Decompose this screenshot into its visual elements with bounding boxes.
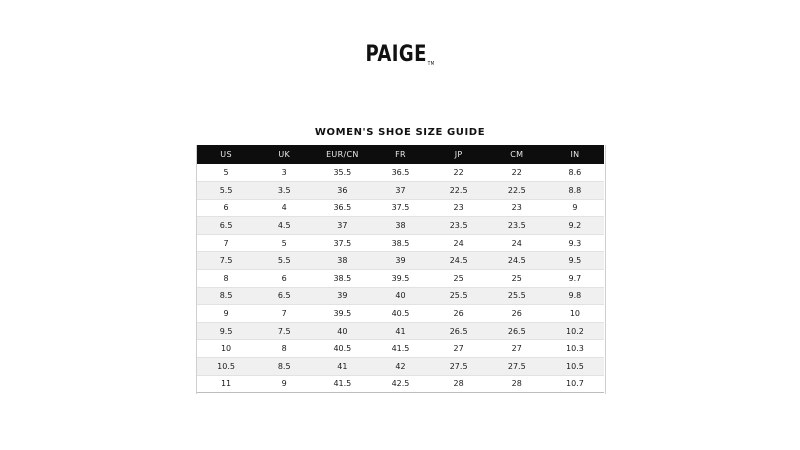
table-row [197, 252, 604, 270]
cell-jp: 26 [430, 305, 488, 323]
cell-jp: 22 [430, 164, 488, 182]
cell-us: 9 [197, 305, 255, 323]
cell-fr: 37 [371, 182, 429, 200]
cell-in: 10.3 [546, 340, 604, 358]
cell-uk: 9 [255, 375, 313, 393]
cell-uk: 3 [255, 164, 313, 182]
shoe-size-table [197, 145, 604, 393]
table-row [197, 217, 604, 235]
brand-logo [72, 42, 728, 67]
cell-fr: 39.5 [371, 270, 429, 288]
cell-in: 9.2 [546, 217, 604, 235]
cell-us: 9.5 [197, 322, 255, 340]
cell-eur-cn: 41.5 [313, 375, 371, 393]
cell-eur-cn: 41 [313, 358, 371, 376]
cell-us: 6 [197, 199, 255, 217]
cell-uk: 3.5 [255, 182, 313, 200]
cell-jp: 25.5 [430, 287, 488, 305]
column-header-fr: FR [395, 150, 406, 159]
cell-eur-cn: 40 [313, 322, 371, 340]
cell-in: 9.5 [546, 252, 604, 270]
table-row [197, 234, 604, 252]
cell-fr: 42 [371, 358, 429, 376]
cell-uk: 5.5 [255, 252, 313, 270]
column-header-cm: CM [510, 150, 524, 159]
table-row [197, 287, 604, 305]
table-row [197, 358, 604, 376]
cell-eur-cn: 37.5 [313, 234, 371, 252]
cell-in: 9 [546, 199, 604, 217]
cell-fr: 40 [371, 287, 429, 305]
cell-us: 7.5 [197, 252, 255, 270]
cell-cm: 27 [488, 340, 546, 358]
cell-eur-cn: 39 [313, 287, 371, 305]
cell-jp: 23 [430, 199, 488, 217]
cell-fr: 40.5 [371, 305, 429, 323]
column-header-in: IN [570, 150, 580, 159]
cell-eur-cn: 36 [313, 182, 371, 200]
cell-uk: 4 [255, 199, 313, 217]
cell-us: 10.5 [197, 358, 255, 376]
cell-jp: 27 [430, 340, 488, 358]
table-row [197, 322, 604, 340]
cell-eur-cn: 35.5 [313, 164, 371, 182]
cell-eur-cn: 38.5 [313, 270, 371, 288]
cell-eur-cn: 40.5 [313, 340, 371, 358]
cell-uk: 8 [255, 340, 313, 358]
cell-fr: 37.5 [371, 199, 429, 217]
size-guide-title: WOMEN'S SHOE SIZE GUIDE [314, 127, 486, 138]
cell-uk: 6 [255, 270, 313, 288]
table-row [197, 270, 604, 288]
cell-in: 10.5 [546, 358, 604, 376]
table-row [197, 305, 604, 323]
column-header-uk: UK [278, 150, 291, 159]
cell-jp: 24 [430, 234, 488, 252]
column-header-us: US [220, 150, 232, 159]
cell-cm: 23.5 [488, 217, 546, 235]
cell-in: 8.6 [546, 164, 604, 182]
cell-cm: 27.5 [488, 358, 546, 376]
cell-uk: 5 [255, 234, 313, 252]
cell-cm: 24 [488, 234, 546, 252]
table-row [197, 182, 604, 200]
cell-fr: 38 [371, 217, 429, 235]
cell-cm: 22 [488, 164, 546, 182]
cell-us: 10 [197, 340, 255, 358]
cell-eur-cn: 39.5 [313, 305, 371, 323]
cell-cm: 24.5 [488, 252, 546, 270]
cell-in: 10.2 [546, 322, 604, 340]
cell-jp: 22.5 [430, 182, 488, 200]
cell-uk: 7 [255, 305, 313, 323]
cell-fr: 36.5 [371, 164, 429, 182]
trademark-mark: TM [427, 61, 435, 67]
cell-uk: 4.5 [255, 217, 313, 235]
cell-fr: 38.5 [371, 234, 429, 252]
cell-uk: 6.5 [255, 287, 313, 305]
cell-in: 10 [546, 305, 604, 323]
cell-cm: 25.5 [488, 287, 546, 305]
cell-uk: 7.5 [255, 322, 313, 340]
cell-us: 11 [197, 375, 255, 393]
cell-jp: 28 [430, 375, 488, 393]
cell-in: 9.3 [546, 234, 604, 252]
cell-cm: 23 [488, 199, 546, 217]
table-header-row [197, 145, 604, 164]
cell-us: 7 [197, 234, 255, 252]
cell-in: 9.8 [546, 287, 604, 305]
cell-fr: 41.5 [371, 340, 429, 358]
cell-cm: 26.5 [488, 322, 546, 340]
cell-eur-cn: 36.5 [313, 199, 371, 217]
cell-us: 8 [197, 270, 255, 288]
cell-in: 10.7 [546, 375, 604, 393]
cell-jp: 23.5 [430, 217, 488, 235]
cell-fr: 42.5 [371, 375, 429, 393]
brand-logo-text: PAIGE [365, 42, 427, 67]
cell-fr: 41 [371, 322, 429, 340]
cell-us: 5 [197, 164, 255, 182]
cell-uk: 8.5 [255, 358, 313, 376]
table-row [197, 199, 604, 217]
cell-jp: 27.5 [430, 358, 488, 376]
cell-jp: 25 [430, 270, 488, 288]
table-body [197, 164, 604, 393]
cell-cm: 26 [488, 305, 546, 323]
column-header-jp: JP [454, 150, 463, 159]
table-row [197, 164, 604, 182]
cell-fr: 39 [371, 252, 429, 270]
column-header-eur-cn: EUR/CN [326, 150, 359, 159]
cell-cm: 28 [488, 375, 546, 393]
cell-eur-cn: 37 [313, 217, 371, 235]
cell-in: 9.7 [546, 270, 604, 288]
cell-cm: 22.5 [488, 182, 546, 200]
table-row [197, 375, 604, 393]
cell-in: 8.8 [546, 182, 604, 200]
cell-us: 8.5 [197, 287, 255, 305]
cell-eur-cn: 38 [313, 252, 371, 270]
table-row [197, 340, 604, 358]
cell-jp: 24.5 [430, 252, 488, 270]
cell-us: 6.5 [197, 217, 255, 235]
cell-cm: 25 [488, 270, 546, 288]
cell-us: 5.5 [197, 182, 255, 200]
cell-jp: 26.5 [430, 322, 488, 340]
